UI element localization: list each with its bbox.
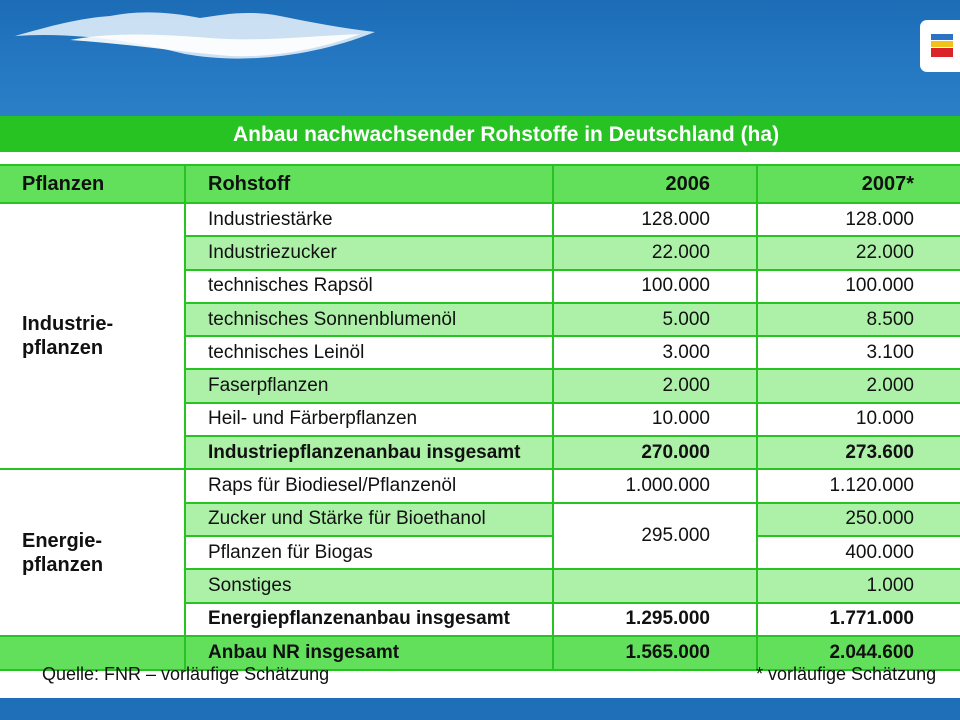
value-2007: 1.000	[757, 569, 960, 602]
row-label: technisches Rapsöl	[185, 270, 553, 303]
brand-logo	[920, 20, 960, 72]
value-2006-empty	[553, 569, 757, 602]
cloud-decoration	[10, 6, 380, 66]
group-energiepflanzen	[0, 469, 185, 635]
value-2007: 250.000	[757, 503, 960, 536]
row-label: Sonstiges	[185, 569, 553, 602]
value-2006: 1.565.000	[553, 636, 757, 670]
data-table	[0, 164, 960, 671]
header-2006: 2006	[553, 165, 757, 203]
value-2006: 10.000	[553, 403, 757, 436]
row-label: Industriepflanzenanbau insgesamt	[185, 436, 553, 469]
value-2007: 128.000	[757, 203, 960, 236]
header-pflanzen: Pflanzen	[0, 165, 185, 203]
row-label: Industriestärke	[185, 203, 553, 236]
group-label: Industrie- pflanzen	[22, 313, 114, 360]
value-2006: 1.000.000	[553, 469, 757, 502]
value-2006: 270.000	[553, 436, 757, 469]
value-2007: 100.000	[757, 270, 960, 303]
row-label: Faserpflanzen	[185, 369, 553, 402]
value-2007: 1.771.000	[757, 603, 960, 636]
row-label: Industriezucker	[185, 236, 553, 269]
value-2006: 128.000	[553, 203, 757, 236]
group-industriepflanzen	[0, 203, 185, 469]
row-label: Zucker und Stärke für Bioethanol	[185, 503, 553, 536]
value-2007: 400.000	[757, 536, 960, 569]
header-2007: 2007*	[757, 165, 960, 203]
value-2007: 3.100	[757, 336, 960, 369]
row-label: Anbau NR insgesamt	[185, 636, 553, 670]
value-2006: 5.000	[553, 303, 757, 336]
row-label: Pflanzen für Biogas	[185, 536, 553, 569]
row-label: technisches Leinöl	[185, 336, 553, 369]
title-band	[0, 116, 960, 152]
value-2006-merged: 295.000	[553, 503, 757, 570]
value-2006: 2.000	[553, 369, 757, 402]
row-label: Energiepflanzenanbau insgesamt	[185, 603, 553, 636]
table-row	[0, 469, 960, 502]
table-header-row	[0, 165, 960, 203]
header-rohstoff: Rohstoff	[185, 165, 553, 203]
value-2007: 22.000	[757, 236, 960, 269]
row-label: Raps für Biodiesel/Pflanzenöl	[185, 469, 553, 502]
estimate-note: * vorläufige Schätzung	[756, 664, 937, 684]
footer-band	[0, 698, 960, 720]
value-2007: 8.500	[757, 303, 960, 336]
value-2007: 1.120.000	[757, 469, 960, 502]
group-label: Energie- pflanzen	[22, 529, 104, 576]
value-2007: 10.000	[757, 403, 960, 436]
row-label: technisches Sonnenblumenöl	[185, 303, 553, 336]
value-2007: 273.600	[757, 436, 960, 469]
source-note: Quelle: FNR – vorläufige Schätzung	[42, 664, 330, 684]
table-row	[0, 203, 960, 236]
value-2006: 3.000	[553, 336, 757, 369]
page-title: Anbau nachwachsender Rohstoffe in Deutschland (ha)	[233, 123, 780, 146]
row-label: Heil- und Färberpflanzen	[185, 403, 553, 436]
sky-header-band	[0, 0, 960, 116]
value-2006: 100.000	[553, 270, 757, 303]
value-2007: 2.000	[757, 369, 960, 402]
value-2007: 2.044.600	[757, 636, 960, 670]
value-2006: 1.295.000	[553, 603, 757, 636]
value-2006: 22.000	[553, 236, 757, 269]
